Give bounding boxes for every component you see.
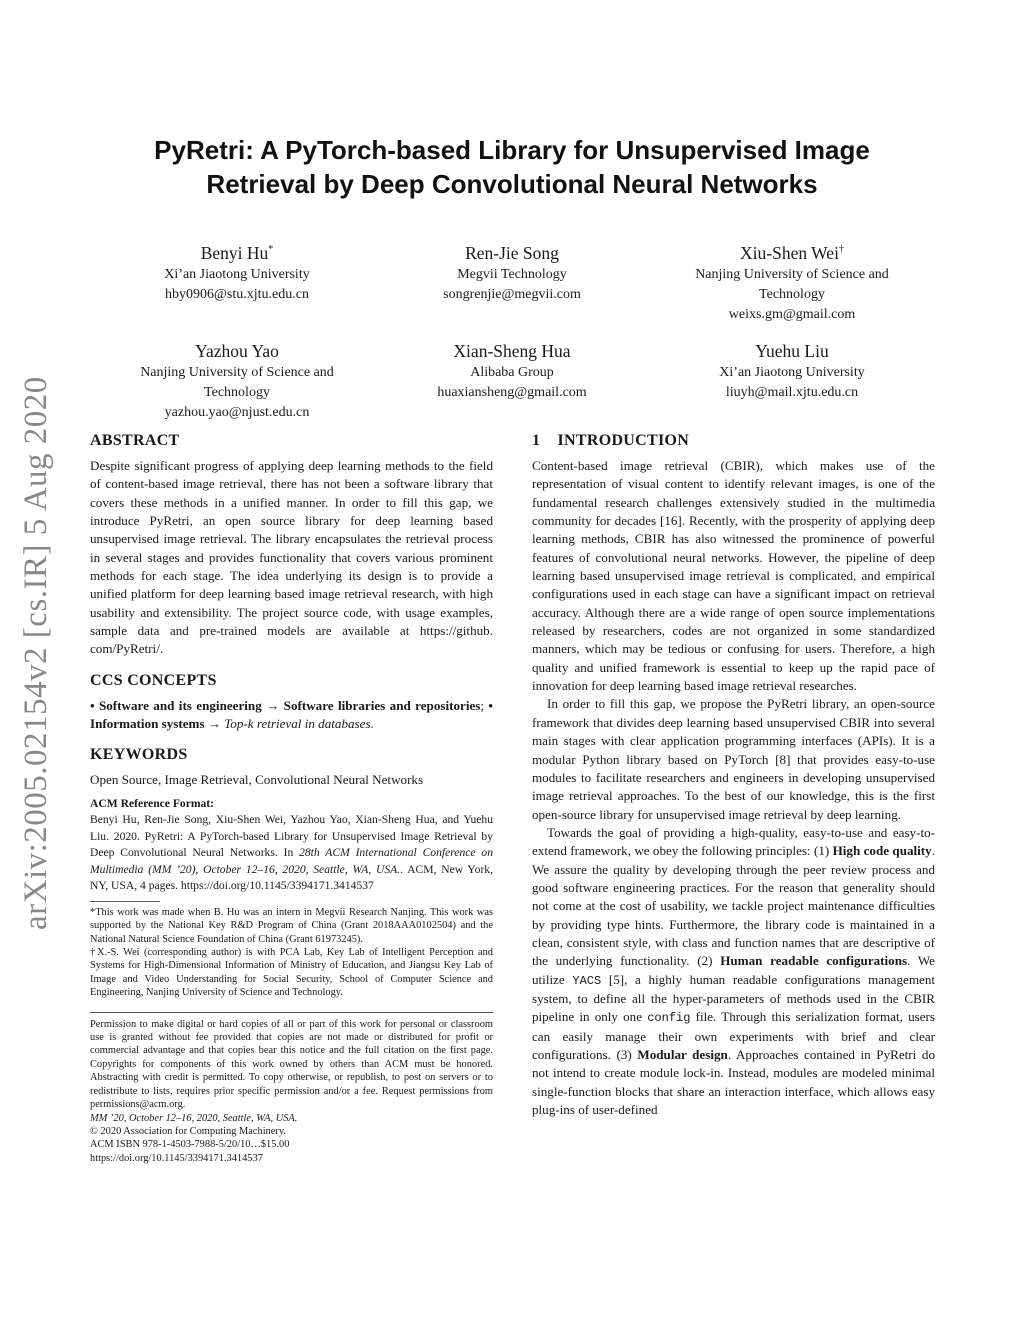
author-email[interactable]: liuyh@mail.xjtu.edu.cn: [725, 384, 859, 400]
code: config: [647, 1011, 691, 1026]
footnote: †X.-S. Wei (corresponding author) is with PCA Lab, Key Lab of Intelligent Perception and Systems for High-Dimensional Information of Ministry of Education, and Jiangsu Key Lab of Image and Video Understanding for Social Security, School of Computer Science and Engineering, Nanjing University of Science and Technology.: [90, 947, 493, 999]
author-name-text: Ren-Jie Song: [465, 242, 559, 263]
text: file. Through this serialization format, users can easily manage their own experiments with brief and clear configurations. (3): [532, 1009, 935, 1062]
ccs-concept: • Software and its engineering: [90, 697, 262, 713]
ccs-concept: Top-k retrieval in databases: [224, 716, 371, 732]
code: YACS: [572, 973, 602, 988]
author-name-text: Xian-Sheng Hua: [453, 340, 571, 361]
permission-block: [90, 1018, 493, 1165]
author-name: [97, 336, 377, 363]
author-affiliation: Xi’an Jiaotong University: [719, 364, 865, 380]
title-line: PyRetri: A PyTorch-based Library for Unsupervised Image: [154, 135, 870, 165]
ccs-heading: CCS CONCEPTS: [90, 671, 217, 689]
author-affiliation: Technology: [204, 384, 270, 400]
author-name: [372, 336, 652, 363]
arrow: →: [204, 716, 225, 732]
author-name-text: Yuehu Liu: [755, 340, 829, 361]
text: . Approaches contained in PyRetri do not intend to create module lock-in. Instead, modules are modeled minimal single-function blocks that share an interaction interface, which allows easy plug-ins of user-defined: [532, 1047, 935, 1118]
separator: ;: [480, 697, 489, 713]
isbn: ACM ISBN 978-1-4503-7988-5/20/10…$15.00: [90, 1139, 290, 1151]
author-email[interactable]: weixs.gm@gmail.com: [728, 306, 856, 322]
author-affiliation: Megvii Technology: [457, 266, 567, 282]
principle: High code quality: [832, 843, 932, 859]
author: [652, 336, 932, 403]
author-name: [652, 336, 932, 363]
ccs-concept: • Information systems: [90, 697, 493, 732]
author-affiliation: Alibaba Group: [470, 364, 554, 380]
abstract-text: Despite significant progress of applying deep learning methods to the field of content-based image retrieval, there has not been a software library that covers these methods in a unified manner. In order to fill this gap, we introduce PyRetri, an open source library for deep learning based unsupervised image retrieval. The library encapsulates the retrieval process in several stages and provides functionality that covers various prominent methods for each stage. The idea underlying its design is to provide a unified platform for deep learning based image retrieval research, with high usability and extensibility. The project source code, with usage examples, sample data and pre-trained models are available at https://github. com/PyRetri/.: [90, 458, 493, 657]
arxiv-stamp: arXiv:2005.02154v2 [cs.IR] 5 Aug 2020: [18, 376, 54, 930]
author-email[interactable]: hby0906@stu.xjtu.edu.cn: [165, 286, 309, 302]
permission-text: Permission to make digital or hard copies of all or part of this work for personal or classroom use is granted without fee provided that copies are not made or distributed for profit or commercial advantage and that copies bear this notice and the full citation on the first page. Copyrights for components of this work owned by others than ACM must be honored. Abstracting with credit is permitted. To copy otherwise, or republish, to post on servers or to redistribute to lists, requires prior specific permission and/or a fee. Request permissions from permissions@acm.org.: [90, 1018, 493, 1111]
ccs-text: [90, 697, 493, 734]
author: [372, 336, 652, 403]
author-name: [372, 238, 652, 265]
paper-title: [0, 133, 1024, 201]
author-affiliation: Nanjing University of Science and: [140, 364, 334, 380]
intro-paragraph: [532, 824, 935, 1120]
citation-text: . ACM, New York, NY, USA, 4 pages. https://doi.org/10.1145/3394171.3414537: [90, 862, 493, 893]
footnote: *This work was made when B. Hu was an intern in Megvii Research Nanjing. This work was supported by the National Key R&D Program of China (Grant 2018AAA0102504) and the National Natural Science Foundation of China (Grant 61973245).: [90, 906, 493, 945]
left-column: [90, 431, 493, 1165]
principle: Human readable configurations: [720, 953, 908, 969]
period: .: [370, 716, 374, 732]
author: [372, 238, 652, 305]
acm-reference-text: [90, 812, 493, 895]
author-name-text: Benyi Hu: [200, 242, 269, 263]
intro-paragraph: In order to fill this gap, we propose the PyRetri library, an open-source framework that divides deep learning based unsupervised CBIR into several main stages with clear application programming interfaces (APIs). It is a modular Python library based on PyTorch [8] that provides easy-to-use modules to facilitate researchers and engineers in developing unsupervised image retrieval approaches. To the best of our knowledge, this is the first open-source library for unsupervised image retrieval by deep learning.: [532, 696, 935, 822]
footnotes: [90, 906, 493, 1000]
author-name-text: Xiu-Shen Wei: [740, 242, 839, 263]
author-email[interactable]: huaxiansheng@gmail.com: [437, 384, 587, 400]
author-affiliation: Nanjing University of Science and: [695, 266, 889, 282]
author: [97, 336, 377, 423]
permission-rule: [90, 1012, 493, 1013]
keywords-heading: KEYWORDS: [90, 746, 188, 764]
footnote-rule: [90, 901, 160, 902]
title-line: Retrieval by Deep Convolutional Neural Networks: [206, 169, 818, 199]
right-column: [532, 431, 935, 1119]
doi-link[interactable]: https://doi.org/10.1145/3394171.3414537: [90, 1152, 263, 1164]
author-name: [652, 238, 932, 265]
author-name: [97, 238, 377, 265]
text: . We assure the quality by developing through the peer review process and good software engineering practices. For the reason that generality should not come at the cost of usability, we tackle project maintenance difficulties by providing type hints. Furthermore, the library code is maintained in a clean, consistent style, with class and function names that are descriptive of the underlying functionality. (2): [532, 843, 935, 969]
citation-text: Benyi Hu, Ren-Jie Song, Xiu-Shen Wei, Yazhou Yao, Xian-Sheng Hua, and Yuehu Liu. 2020. PyRetri: A PyTorch-based Library for Unsupervised Image Retrieval by Deep Convolutional Neural Networks. In: [90, 813, 493, 860]
author-mark: †: [838, 244, 844, 255]
citation-venue: 28th ACM International Conference on Multimedia (MM ’20), October 12–16, 2020, Seattle, WA, USA.: [90, 846, 493, 876]
author-affiliation: Xi’an Jiaotong University: [164, 266, 310, 282]
ccs-concept: Software libraries and repositories: [283, 697, 481, 713]
text: . We utilize: [532, 953, 935, 987]
text: Towards the goal of providing a high-quality, easy-to-use and easy-to-extend framework, we obey the following principles: (1): [532, 824, 935, 859]
permission-venue: MM ’20, October 12–16, 2020, Seattle, WA, USA.: [90, 1112, 298, 1124]
acm-reference-heading: ACM Reference Format:: [90, 796, 215, 810]
author-email[interactable]: yazhou.yao@njust.edu.cn: [164, 404, 310, 420]
acm-reference: [90, 796, 493, 895]
intro-heading: 1 INTRODUCTION: [532, 432, 690, 449]
author: [97, 238, 377, 305]
author-name-text: Yazhou Yao: [195, 340, 279, 361]
arrow: →: [261, 697, 284, 713]
intro-paragraph: Content-based image retrieval (CBIR), which makes use of the representation of visual content to identify relevant images, is one of the fundamental research challenges extensively studied in the multimedia community for decades [16]. Recently, with the prosperity of applying deep learning methods, CBIR has also witnessed the prominence of powerful features of convolutional neural networks. However, the pipeline of deep learning based unsupervised image retrieval is complicated, and empirical configurations used in each stage can have a significant impact on retrieval accuracy. Although there are a wide range of open source implementations released by researchers, codes are not organized in some standardized manners, which may be tedious or confusing for users. Therefore, a high quality and unified framework is essential to keep up the rapid pace of innovation for deep learning based image retrieval researches.: [532, 458, 935, 694]
author-email[interactable]: songrenjie@megvii.com: [443, 286, 581, 302]
principle: Modular design: [637, 1047, 728, 1062]
author: [652, 238, 932, 325]
copyright: © 2020 Association for Computing Machinery.: [90, 1125, 286, 1137]
author-affiliation: Technology: [759, 286, 825, 302]
text: [5], a highly human readable configurations management system, to define all the hyper-parameters of methods used in the CBIR pipeline in only one: [532, 971, 936, 1025]
abstract-heading: ABSTRACT: [90, 432, 180, 449]
author-mark: *: [268, 244, 274, 255]
keywords-text: Open Source, Image Retrieval, Convolutional Neural Networks: [90, 772, 424, 788]
